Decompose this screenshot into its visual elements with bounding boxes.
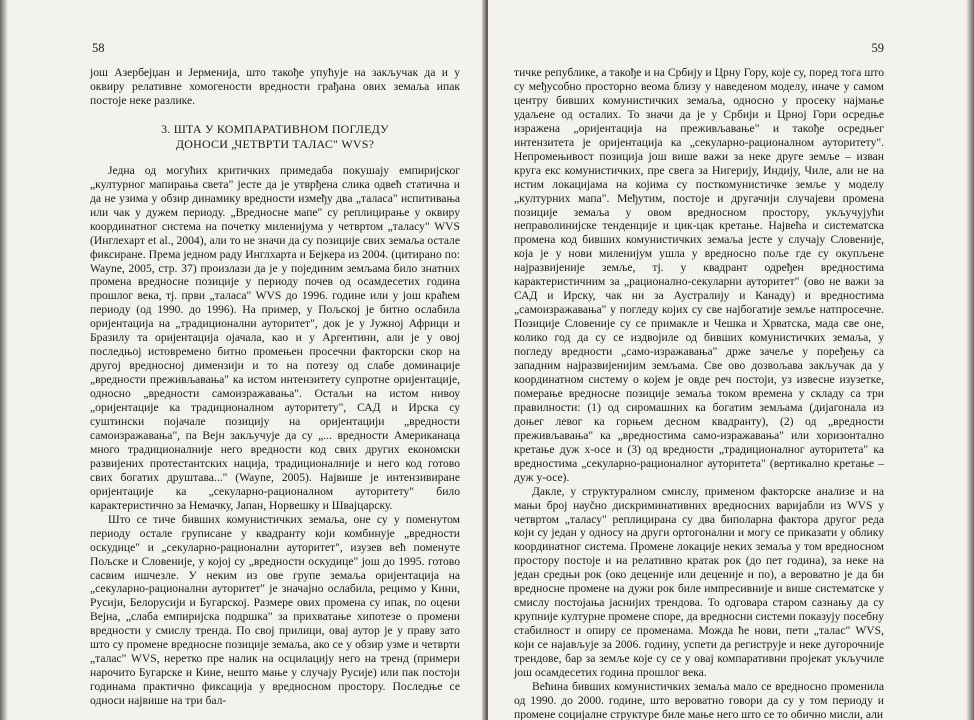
left-page-number: 58	[92, 41, 105, 55]
right-page	[488, 0, 974, 720]
opening-paragraph: још Азербејџан и Јерменија, што такође упућује на закључак да и у оквиру релативне хомогености вредности грађана ових земаља ипак постоје неке разлике.	[90, 66, 460, 107]
right-paragraph-2: Дакле, у структуралном смислу, применом факторске анализе и на мањи број науčно дискриминативних вредносних варијабли из WVS у четвртом „таласу" реплицирана су два биполарна фактора другог реда који су један у односу на други ортогонални и могу се приказати у облику координатног система. Промене локације неких земаља у том вредносном простору постоје и на релативно кратак рок (до пет година), за неке на један средњи рок (око деценије или деценије и по), а вероватно је да би вредносне промене на дужи рок биле импресивније и више систематске у смислу постојања јаснијих трендова. То одговара старом сазнању да су крупније културне промене споре, да вредносни системи показују посебну стабилност и опиру се променама. Можда ће нови, пети „талас" WVS, који се најављује за 2006. годину, успети да региструје и неке дугорочније трендове, бар за земље које су се у овај компаративни пројекат укључиле још осамдесетих година прошлог века.	[514, 484, 884, 679]
page-edge-shadow	[0, 0, 8, 720]
section-heading	[90, 122, 460, 152]
left-page-body	[90, 66, 460, 708]
section-heading-line2: ДОНОСИ „ЧЕТВРТИ ТАЛАС" WVS?	[175, 136, 375, 151]
page-edge-shadow	[966, 0, 974, 720]
right-page-number: 59	[871, 41, 884, 55]
left-paragraph-1: Једна од могућих критичких примедаба покушају емпиријског „културног мапирања света" јесте да је утврђена слика одвећ статична и да не узима у обзир динамику вредности између два „таласа" испитивања или чак у дужем периоду. „Вредносне мапе" су реплицирање у оквиру координатног система на почетку миленијума у четвртом „таласу" WVS (Инглехарт et al., 2004), али то не значи да су позиције свих земаља остале фиксиране. Према једном раду Инглхарта и Бејкера из 2004. (цитирано по: Wayne, 2005, стр. 37) произлази да је у појединим земљама било знатних промена вредносне позиције у периоду почев од осамдесетих година прошлог века, тј. први „таласа" WVS до 1996. године или у још краћем периоду (од 1990. до 1996). На пример, у Пољској је битно ослабила оријентација на „традиционални ауторитет", док је у Јужној Африци и Бразилу та оријентација ојачала, као и у Аргентини, али је у овој последњој истовремено битно промењен просечни факторски скор на другој вредносној димензији и то на потезу од слабе доминације „вредности преживљавања" ка истом интензитету супротне оријентације, односно „вредности самоизражавања". Остаљи на истом нивоу „оријентације ка традиционалном ауторитету", САД и Ирска су суштински појачале позицију на оријентацији „вредности самоизражавања", па Вејн закључује да су „... вредности Американаца много традиционалније него вредности код свих других економски развијених протестантских нација, традиционалније и него код готово свих богатих друштава..." (Wayne, 2005). Највише је интензивиране оријентације ка „секуларно-рационалном ауторитету" било карактеристично за Немачку, Јапан, Норвешку и Швајцарску.	[90, 163, 460, 512]
left-paragraph-2: Што се тиче бивших комунистичких земаља, оне су у поменутом периоду остале груписане у квадранту који комбинује „вредности оскудице" и „секуларно-рационални ауторитет", изузев већ поменуте Пољске и Словеније, у којој су „вредности оскудице" још до 1995. готово сасвим ишчезле. У неким из ове групе земаља оријентација на „секуларно-рационални ауторитет" је значајно ослабила, рецимо у Кини, Русији, Белорусији и Бугарској. Размере ових промена су ипак, по оцени Вејна, „слаба емпиријска подршка" за прихватање хипотезе о промени вредности у смислу тренда. По свој прилици, овај аутор је у праву зато што су промене вредносне позиције земаља, ако се у обзир узме и четврти „талас" WVS, неретко пре налик на осцилацију него на тренд (примери нарочито Бугарске и Кине, нешто мање у случају Русије) или пак постоји годинама практично фиксација у вредносном простору. Последње се односи највише на три бал-	[90, 512, 460, 708]
right-page-body	[514, 66, 884, 720]
right-paragraph-3: Већина бивших комунистичких земаља мало се вредносно променила од 1990. до 2000. године, што вероватно говори да су у том периоду и промене социјалне структуре биле мање него што се то обично мисли, али	[514, 679, 884, 720]
right-paragraph-1: тичке републике, а такође и на Србију и Црну Гору, које су, поред тога што су међусобно просторно веома близу у наведеном моделу, иначе у самом центру бивших комунистичких земаља, односно у просеку најмање удаљене од осталих. То значи да је у Србији и Црној Гори осредње изражена „оријентација на преживљавање" и такође осредњег интензитета је оријентација ка „секуларно-рационалном ауторитету". Непромењивост позиција још више важи за неке друге земље – изван круга екс комунистичких, пре свега за Нигерију, Индију, Чиле, али не на истим локацијама на којима су посткомунистичке земље у моделу „културних мапа". Међутим, постоје и другачији случајеви промена позиције земаља у овом вредносном простору, укључујући неправолинијске тенденције и цик-цак кретање. Највећа и систематска промена код бивших комунистичких земаља јесте у случају Словеније, која је у нови миленијум ушла у вредносно поље где су окупљене најразвијеније земље, тј. у квадрант одређен вредностима карактеристичним за „рационално-секуларни ауторитет" (ово не важи за САД и Ирску, чак ни за Аустралију и Канаду) и вредностима „самоизражавања" у погледу којих су све најбогатије земље натпросечне. Позиције Словеније су се примакле и Чешка и Хрватска, мада све оне, колико год да су се издвојиле од бивших комунистичких земаља, у погледу вредности „само-изражавања" држе зачеље у поређењу са западним најразвијенијим земљама. Све ово дозвољава закључак да у координатном систему о којем је овде реч постоји, уз извесне изузетке, померање вредносне позиције земаља током времена у складу са три правилности: (1) од сиромашних ка богатим земљама (дијагонала из доњег левог ка горњем десном квадранту), (2) од „вредности преживљавања" ка „вредностима само-изражавања" или хоризонтално кретање дуж х-осе и (3) од вредности „традиционалног ауторитета" ка вредностима „секуларно-рационалног ауторитета" (вертикално кретање – дуж у-осе).	[514, 66, 884, 484]
left-page	[0, 0, 486, 720]
section-heading-line1: 3. ШТА У КОМПАРАТИВНОМ ПОГЛЕДУ	[161, 121, 389, 136]
